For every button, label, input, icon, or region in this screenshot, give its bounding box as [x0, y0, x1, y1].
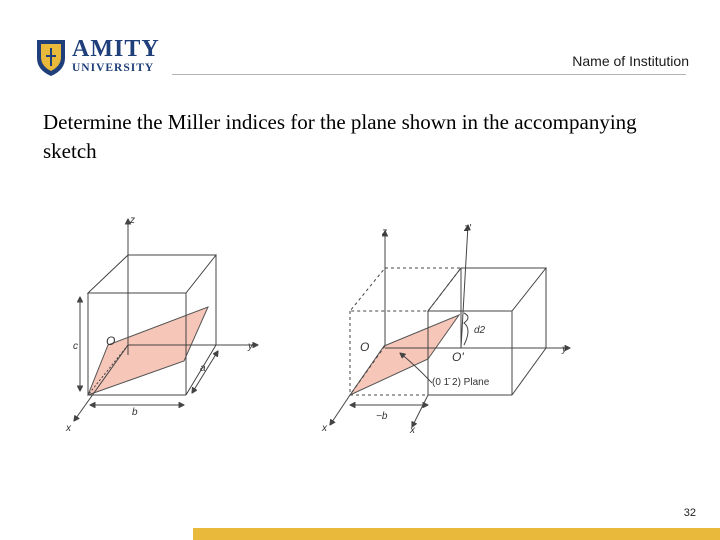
right-y-label: y [562, 344, 567, 355]
right-xprime-axis [412, 395, 428, 427]
right-plane-label: (0 1̄ 2) Plane [432, 377, 490, 388]
left-b-label: b [132, 407, 138, 418]
right-x-label: x [322, 423, 327, 434]
right-zprime-axis [461, 225, 468, 348]
left-x-label: x [66, 423, 71, 434]
left-y-label: y [248, 341, 253, 352]
amity-logo [34, 36, 160, 78]
page-number: 32 [683, 507, 696, 519]
right-x-axis [330, 395, 350, 425]
footer-bar [193, 528, 720, 540]
question-text: Determine the Miller indices for the plane shown in the accompanying sketch [43, 110, 637, 163]
left-origin-label: O [106, 334, 116, 348]
miller-indices-figure [60, 205, 600, 435]
crest-icon [34, 36, 68, 78]
logo-subtitle: UNIVERSITY [72, 62, 155, 74]
left-c-label: c [73, 341, 78, 352]
right-d2-label: d2 [474, 325, 486, 336]
left-unit-cell [74, 219, 258, 421]
right-z-label: z [382, 227, 387, 238]
left-a-label: a [200, 363, 206, 374]
left-plane [88, 307, 208, 395]
institution-name: Name of Institution [572, 53, 689, 69]
logo-wordmark: AMITY [72, 36, 160, 62]
right-xprime-label: x [410, 425, 415, 435]
header-rule [172, 74, 686, 75]
right-zprime-label: z' [464, 223, 471, 234]
left-z-label: z [130, 215, 135, 226]
right-minus-b-label: −b [376, 411, 388, 422]
right-origin-prime-label: O' [452, 350, 464, 364]
right-origin-label: O [360, 340, 370, 354]
right-unit-cell [330, 225, 570, 427]
